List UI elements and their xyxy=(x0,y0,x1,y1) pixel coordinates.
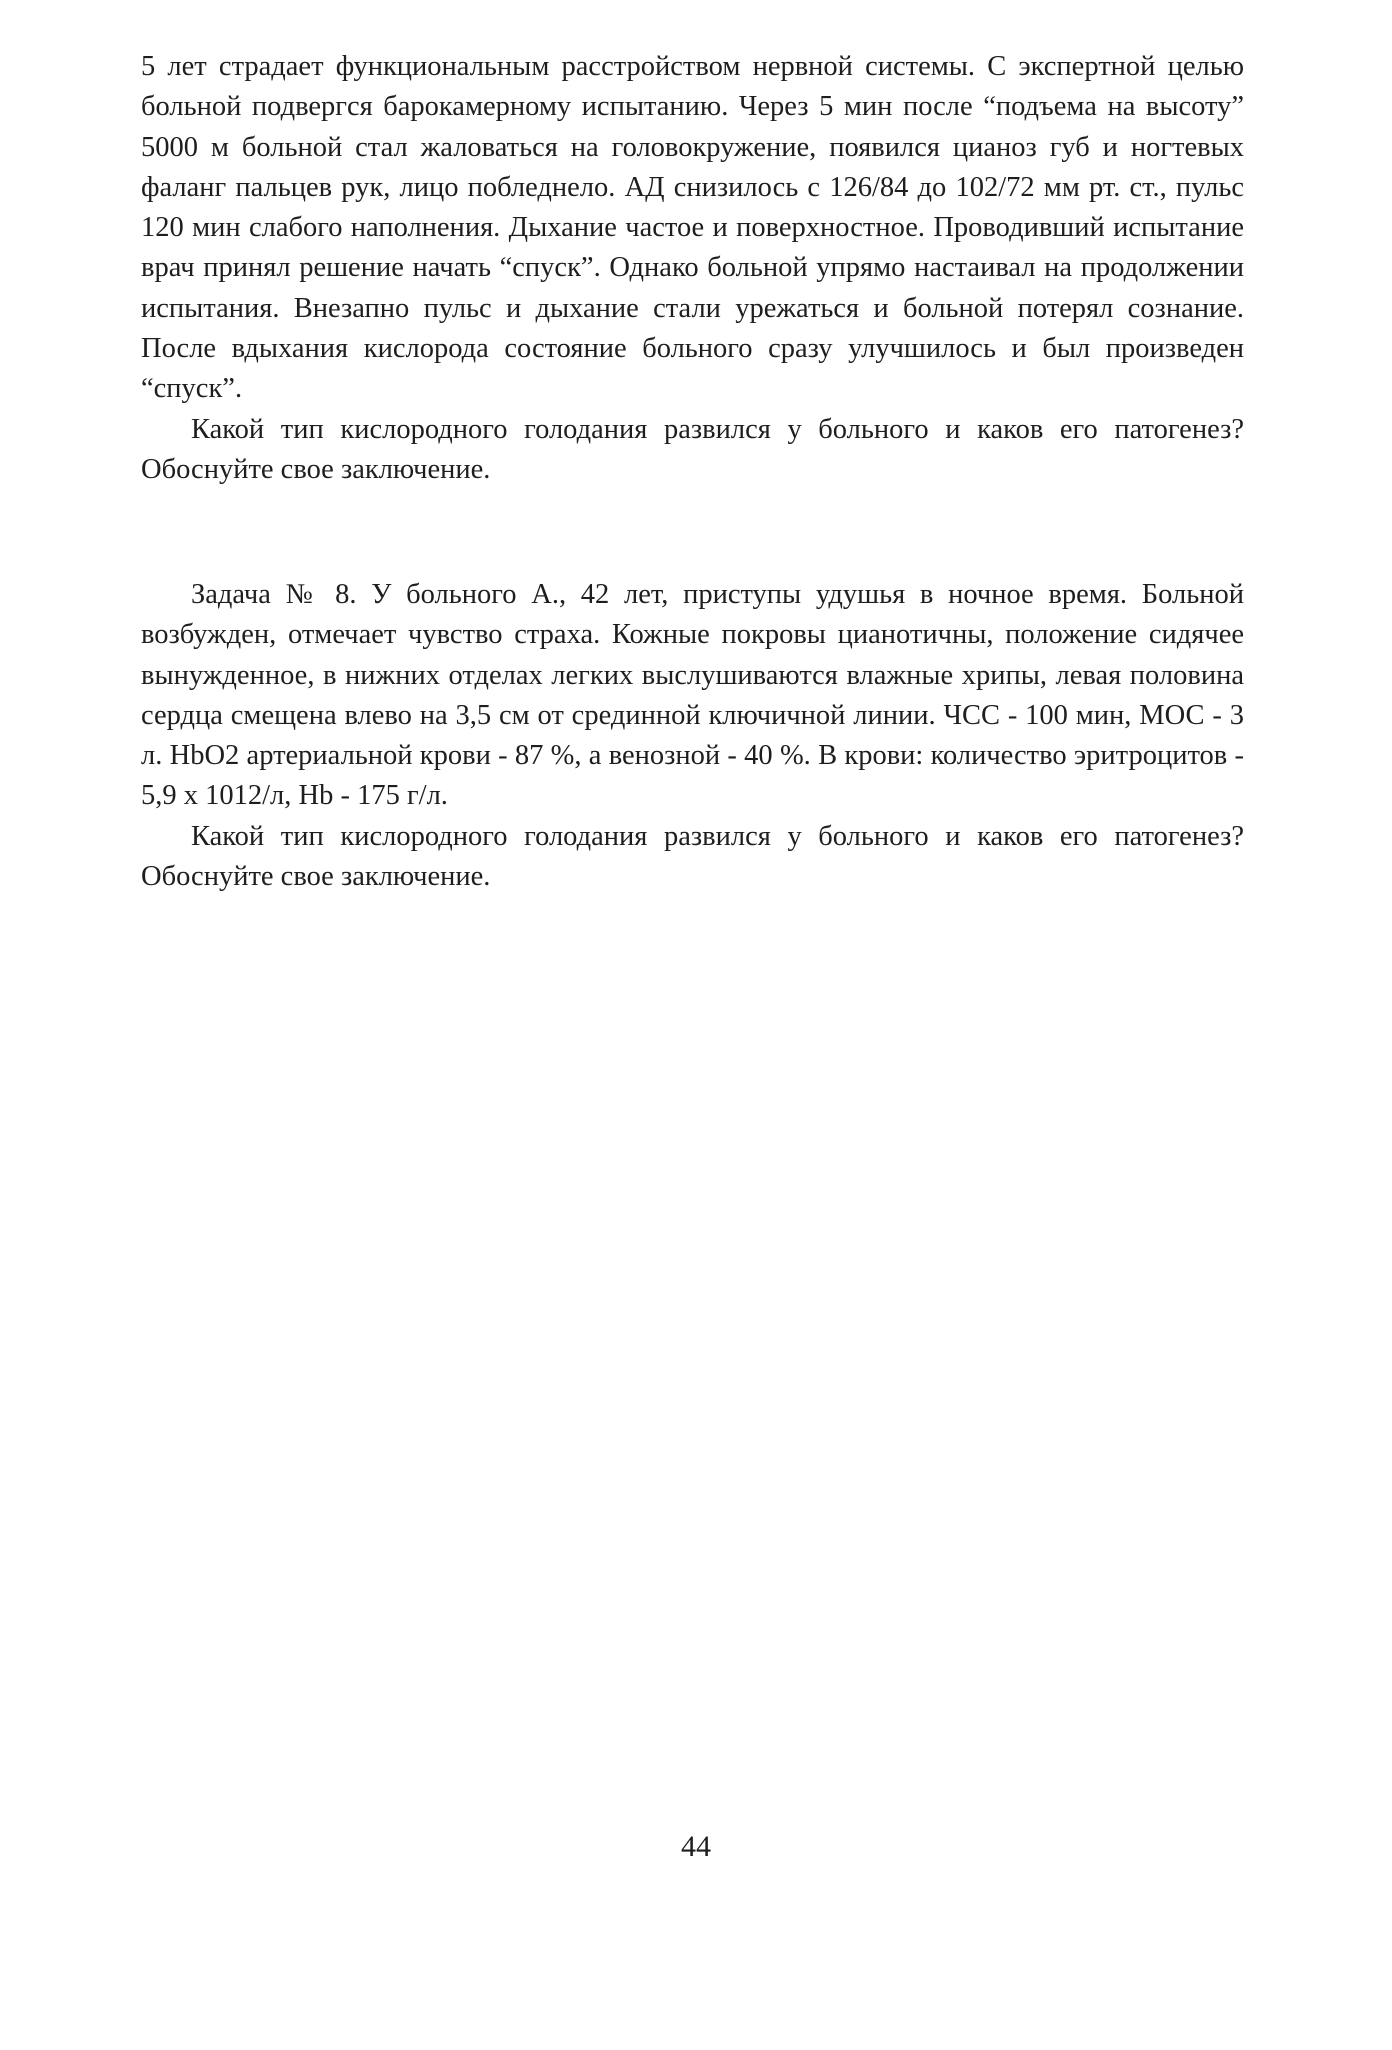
case-8-question-paragraph: Какой тип кислородного голодания развился у больного и каков его патогенез? Обоснуйте свое заключение. xyxy=(141,820,1244,893)
case-8-paragraph: Задача № 8. У больного А., 42 лет, приступы удушья в ночное время. Больной возбужден, отмечает чувство страха. Кожные покровы цианотичны, положение сидячее вынужденное, в нижних отделах легких выслушиваются влажные хрипы, левая половина сердца смещена влево на 3,5 см от срединной ключичной линии. ЧСС - 100 мин, МОС - 3 л. НbO2 артериальной крови - 87 %, а венозной - 40 %. В крови: количество эритроцитов - 5,9 х 1012/л, Hb - 175 г/л. xyxy=(141,579,1244,812)
case-8-section xyxy=(141,575,1244,897)
case-7-question-paragraph: Какой тип кислородного голодания развился у больного и каков его патогенез? Обоснуйте свое заключение. xyxy=(141,413,1244,485)
page-number: 44 xyxy=(681,1830,711,1863)
case-7-continuation-paragraph: 5 лет страдает функциональным расстройством нервной системы. С экспертной целью больной подвергся барокамерному испытанию. Через 5 мин после “подъема на высоту” 5000 м больной стал жаловаться на головокружение, появился цианоз губ и ногтевых фаланг пальцев рук, лицо побледнело. АД снизилось с 126/84 до 102/72 мм рт. ст., пульс 120 мин слабого наполнения. Дыхание частое и поверхностное. Проводивший испытание врач принял решение начать “спуск”. Однако больной упрямо настаивал на продолжении испытания. Внезапно пульс и дыхание стали урежаться и больной потерял сознание. После вдыхания кислорода состояние больного сразу улучшилось и был произведен “спуск”. xyxy=(141,51,1244,405)
case-7-section xyxy=(141,47,1244,490)
